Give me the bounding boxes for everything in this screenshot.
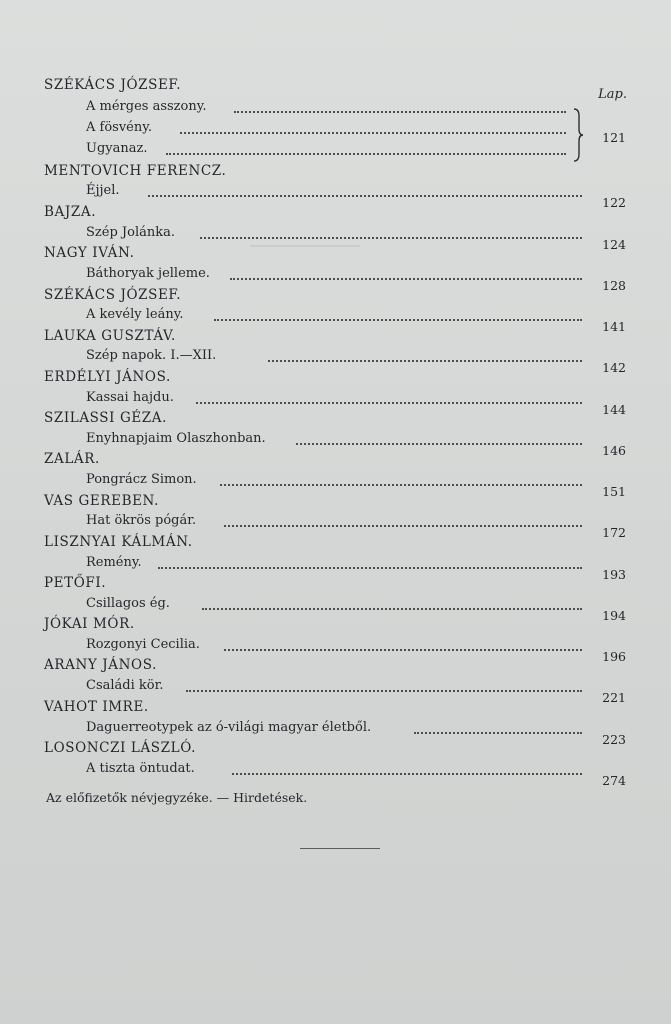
author-name: LAUKA GUSZTÁV.	[44, 328, 176, 344]
page-column-header: Lap.	[598, 87, 627, 102]
dot-leader	[224, 513, 582, 527]
work-title: Ugyanaz.	[86, 141, 148, 156]
dot-leader	[414, 720, 582, 734]
page-number: 193	[602, 567, 626, 582]
work-title: Szép napok. I.—XII.	[86, 348, 217, 363]
page-number: 121	[602, 130, 626, 145]
author-name: SZÉKÁCS JÓZSEF.	[44, 77, 182, 93]
dot-leader	[232, 761, 582, 775]
author-name: VAS GEREBEN.	[44, 493, 159, 509]
work-title: Enyhnapjaim Olaszhonban.	[86, 431, 266, 446]
page-number: 221	[602, 690, 626, 705]
dot-leader	[202, 596, 582, 610]
page-number: 146	[602, 443, 626, 458]
author-name: PETŐFI.	[44, 575, 107, 591]
page-number: 172	[602, 525, 626, 540]
page-number: 223	[602, 732, 626, 747]
footer-entry: Az előfizetők névjegyzéke. — Hirdetések.	[46, 790, 308, 805]
dot-leader	[296, 431, 582, 445]
author-name: LISZNYAI KÁLMÁN.	[44, 534, 193, 550]
author-name: ERDÉLYI JÁNOS.	[44, 369, 171, 385]
dot-leader	[214, 307, 582, 321]
page-number: 142	[602, 360, 626, 375]
dot-leader	[148, 183, 582, 197]
page-number: 141	[602, 319, 626, 334]
work-title: A tiszta öntudat.	[86, 761, 195, 776]
author-name: JÓKAI MÓR.	[44, 616, 135, 632]
author-name: SZÉKÁCS JÓZSEF.	[44, 287, 182, 303]
page-number: 151	[602, 484, 626, 499]
work-title: Rozgonyi Cecilia.	[86, 637, 200, 652]
work-title: Csillagos ég.	[86, 596, 170, 611]
dot-leader	[224, 637, 582, 651]
dot-leader	[230, 266, 582, 280]
work-title: Hat ökrös pógár.	[86, 513, 197, 528]
closing-rule	[300, 848, 380, 849]
dot-leader	[196, 390, 582, 404]
dot-leader	[234, 99, 566, 113]
work-title: A mérges asszony.	[86, 99, 207, 114]
dot-leader	[268, 348, 582, 362]
work-title: Pongrácz Simon.	[86, 472, 197, 487]
work-title: Kassai hajdu.	[86, 390, 174, 405]
author-name: VAHOT IMRE.	[44, 699, 149, 715]
page-number: 196	[602, 649, 626, 664]
dot-leader	[200, 225, 582, 239]
page-number: 122	[602, 195, 626, 210]
page-number: 194	[602, 608, 626, 623]
author-name: BAJZA.	[44, 204, 97, 220]
author-name: ARANY JÁNOS.	[44, 657, 157, 673]
work-title: Családi kör.	[86, 678, 164, 693]
page-number: 274	[602, 773, 626, 788]
author-name: SZILASSI GÉZA.	[44, 410, 168, 426]
dot-leader	[166, 141, 566, 155]
page-number: 144	[602, 402, 626, 417]
work-title: Szép Jolánka.	[86, 225, 175, 240]
dot-leader	[180, 120, 566, 134]
page-number: 124	[602, 237, 626, 252]
author-name: ZALÁR.	[44, 451, 100, 467]
work-title: Remény.	[86, 555, 142, 570]
dot-leader	[158, 555, 582, 569]
work-title: Báthoryak jelleme.	[86, 266, 210, 281]
dot-leader	[220, 472, 582, 486]
work-title: Éjjel.	[86, 183, 120, 198]
author-name: NAGY IVÁN.	[44, 245, 135, 261]
dot-leader	[186, 678, 582, 692]
author-name: MENTOVICH FERENCZ.	[44, 163, 227, 179]
work-title: Daguerreotypek az ó-világi magyar életből.	[86, 720, 372, 735]
author-name: LOSONCZI LÁSZLÓ.	[44, 740, 196, 756]
page-number: 128	[602, 278, 626, 293]
work-title: A fösvény.	[86, 120, 152, 135]
work-title: A kevély leány.	[86, 307, 184, 322]
